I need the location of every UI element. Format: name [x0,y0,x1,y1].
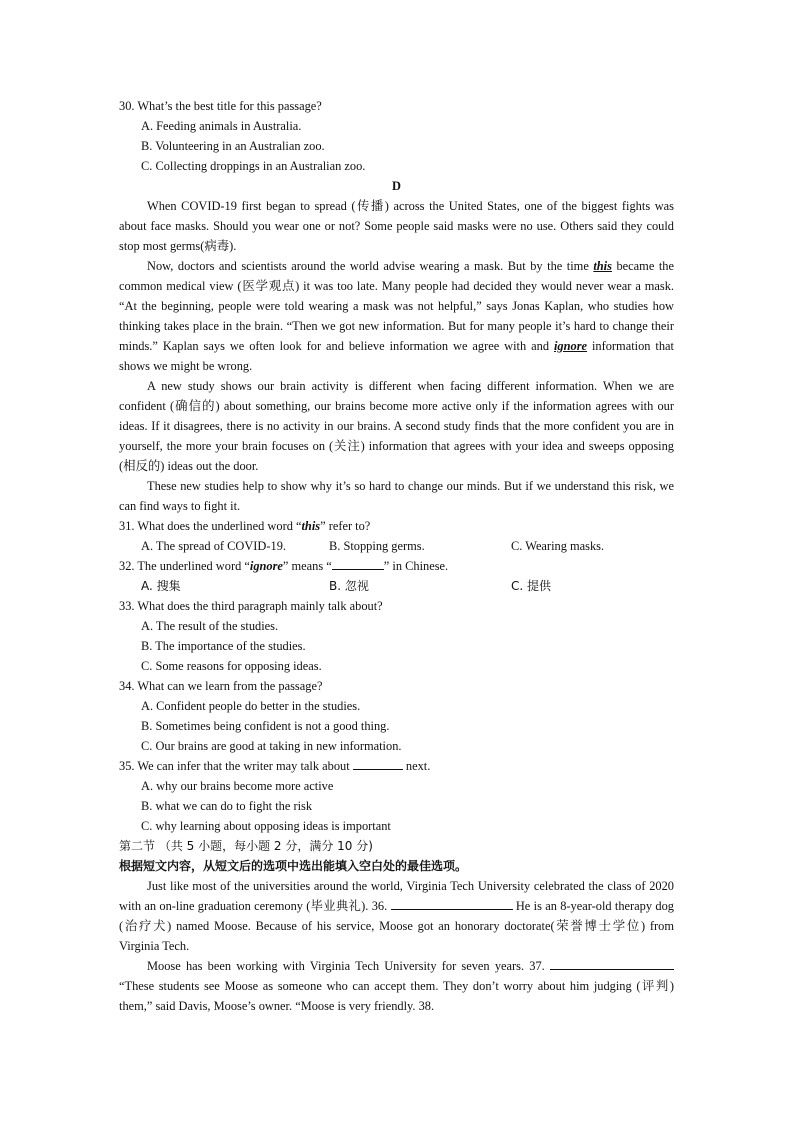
q32-option-a [141,576,329,596]
q31-stem-pre: 31. What does the underlined word “ [119,519,302,533]
q35-answer-blank [353,757,403,770]
q31-option-a: A. The spread of COVID-19. [141,539,286,553]
q32-options [119,576,674,596]
q30-stem: 30. What’s the best title for this passage? [119,99,322,113]
q31-options [119,536,674,556]
q32-answer-blank [332,557,384,570]
paragraph-4 [119,476,674,516]
q30-option-a: A. Feeding animals in Australia. [141,119,302,133]
paragraph-6-text-a: Moose has been working with Virginia Tech University for seven years. 37. [147,959,550,973]
underlined-word-ignore: ignore [553,339,588,353]
paragraph-3 [119,376,674,476]
q31-stem [119,516,674,536]
q30-option-b: B. Volunteering in an Australian zoo. [141,139,325,153]
q32-stem-mid: ” means “ [282,559,332,573]
q32-option-c [511,576,551,596]
q35-stem-pre: 35. We can infer that the writer may talk about [119,759,353,773]
paragraph-1-text: When COVID-19 first began to spread (传播) across the United States, one of the biggest fights was about face masks. Should you wear one or not? Some people said masks were no use. Others said they could stop most germs(病毒). [119,199,674,253]
q31-stem-post: ” refer to? [320,519,371,533]
blank-37 [550,957,674,970]
paragraph-5-text-a: Just like most of the universities around the world, Virginia Tech University celebrated the class of 2020 with an on-line graduation ceremony (毕业典礼). 36. [119,879,674,913]
q33-option-b: B. The importance of the studies. [141,639,306,653]
paragraph-1 [119,196,674,256]
paragraph-5 [119,876,674,956]
paragraph-2-text-c: information that shows we might be wrong. [119,339,675,373]
q32-stem-pre: 32. The underlined word “ [119,559,250,573]
q35-stem-post: next. [402,759,431,773]
paragraph-6-text-b: “These students see Moose as someone who can accept them. They don’t worry about him judging (评判) them,” said Davis, Moose’s owner. “Moose is very friendly. 38. [119,979,674,1013]
q34-option-c: C. Our brains are good at taking in new information. [141,739,402,753]
q32-stem-post: ” in Chinese. [383,559,449,573]
q34-stem: 34. What can we learn from the passage? [119,679,323,693]
q34-option-b: B. Sometimes being confident is not a good thing. [141,719,390,733]
q32-option-b-text: B. 忽视 [329,579,369,593]
q33-stem: 33. What does the third paragraph mainly talk about? [119,599,383,613]
paragraph-5-text-b: He is an 8-year-old therapy dog (治疗犬) named Moose. Because of his service, Moose got an honorary doctorate(荣誉博士学位) from Virginia Tech. [119,899,674,953]
q30-option-c: C. Collecting droppings in an Australian zoo. [141,159,366,173]
q32-option-b [329,576,511,596]
q32-word: ignore [249,559,283,573]
q33-option-c: C. Some reasons for opposing ideas. [141,659,322,673]
section-2-instruction: 根据短文内容，从短文后的选项中选出能填入空白处的最佳选项。 [119,859,468,873]
paragraph-2-text-a: Now, doctors and scientists around the world advise wearing a mask. But by the time [147,259,594,273]
q34-option-a: A. Confident people do better in the studies. [141,699,361,713]
q31-word: this [301,519,321,533]
passage-section-2 [119,876,674,1016]
q32-option-c-text: C. 提供 [511,579,552,593]
passage-d [119,196,674,516]
q31-option-c: C. Wearing masks. [511,539,605,553]
q32-option-a-text: A. 搜集 [141,579,181,593]
paragraph-2 [119,256,674,376]
blank-36 [391,897,513,910]
underlined-word-this: this [593,259,612,273]
paragraph-3-text: A new study shows our brain activity is different when facing different information. When we are confident (确信的) about something, our brains become more active only if the information agrees with our ideas. If it disagrees, there is no activity in our brains. A second study finds that the more confident you are in yourself, the more your brain focuses on (关注) information that agrees with your idea and sweeps opposing (相反的) ideas out the door. [119,379,674,473]
paragraph-6 [119,956,674,1016]
q35-option-b: B. what we can do to fight the risk [141,799,313,813]
q35-option-c: C. why learning about opposing ideas is important [141,819,391,833]
q35-stem [119,756,674,776]
q31-option-b: B. Stopping germs. [329,539,425,553]
section-heading-d: D [392,179,401,193]
q33-option-a: A. The result of the studies. [141,619,279,633]
section-2-heading: 第二节 （共 5 小题，每小题 2 分，满分 10 分) [119,839,373,853]
exam-page [119,96,674,1016]
paragraph-2-text-b: became the common medical view (医学观点) it was too late. Many people had decided they would never wear a mask. “At the beginning, people were told wearing a mask was not helpful,” says Jonas Kaplan, who studies how thinking takes place in the brain. “Then we got new information. But for many people it’s hard to change their minds.” Kaplan says we often look for and believe information we agree with and [119,259,674,353]
paragraph-4-text: These new studies help to show why it’s so hard to change our minds. But if we understand this risk, we can find ways to fight it. [119,479,674,513]
q35-option-a: A. why our brains become more active [141,779,334,793]
q32-stem [119,556,674,576]
